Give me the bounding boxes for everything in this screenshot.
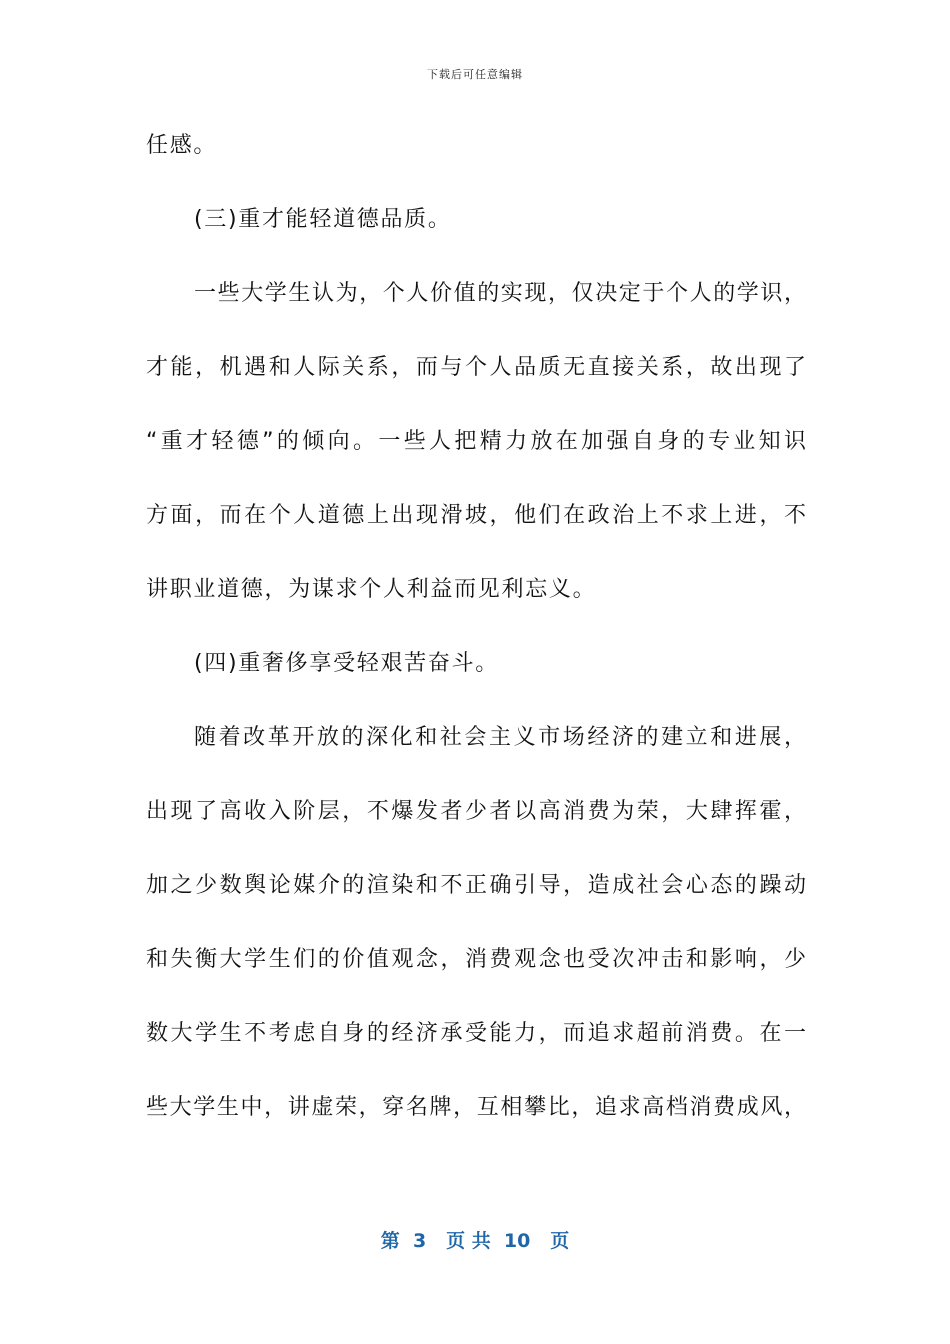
text-line: “重才轻德”的倾向。一些人把精力放在加强自身的专业知识 — [146, 429, 806, 454]
text-line: 一些大学生认为，个人价值的实现，仅决定于个人的学识， — [194, 281, 806, 306]
text-line: 随着改革开放的深化和社会主义市场经济的建立和进展， — [194, 725, 806, 750]
text-line: 出现了高收入阶层，不爆发者少者以高消费为荣，大肆挥霍， — [146, 799, 806, 824]
text-line: 任感。 — [146, 133, 218, 158]
page-header: 下载后可任意编辑 — [427, 68, 523, 81]
text-line: 些大学生中，讲虚荣，穿名牌，互相攀比，追求高档消费成风， — [146, 1095, 806, 1120]
text-line: 方面，而在个人道德上出现滑坡，他们在政治上不求上进，不 — [146, 503, 806, 528]
section-heading: (四)重奢侈享受轻艰苦奋斗。 — [194, 651, 499, 676]
section-heading: (三)重才能轻道德品质。 — [194, 207, 452, 232]
text-line: 数大学生不考虑自身的经济承受能力，而追求超前消费。在一 — [146, 1021, 806, 1046]
text-line: 讲职业道德，为谋求个人利益而见利忘义。 — [146, 577, 597, 602]
text-line: 和失衡大学生们的价值观念，消费观念也受次冲击和影响，少 — [146, 947, 806, 972]
text-line: 才能，机遇和人际关系，而与个人品质无直接关系，故出现了 — [146, 355, 806, 380]
text-line: 加之少数舆论媒介的渲染和不正确引导，造成社会心态的躁动 — [146, 873, 806, 898]
page-number-footer: 第 3 页 共 10 页 — [380, 1230, 570, 1252]
